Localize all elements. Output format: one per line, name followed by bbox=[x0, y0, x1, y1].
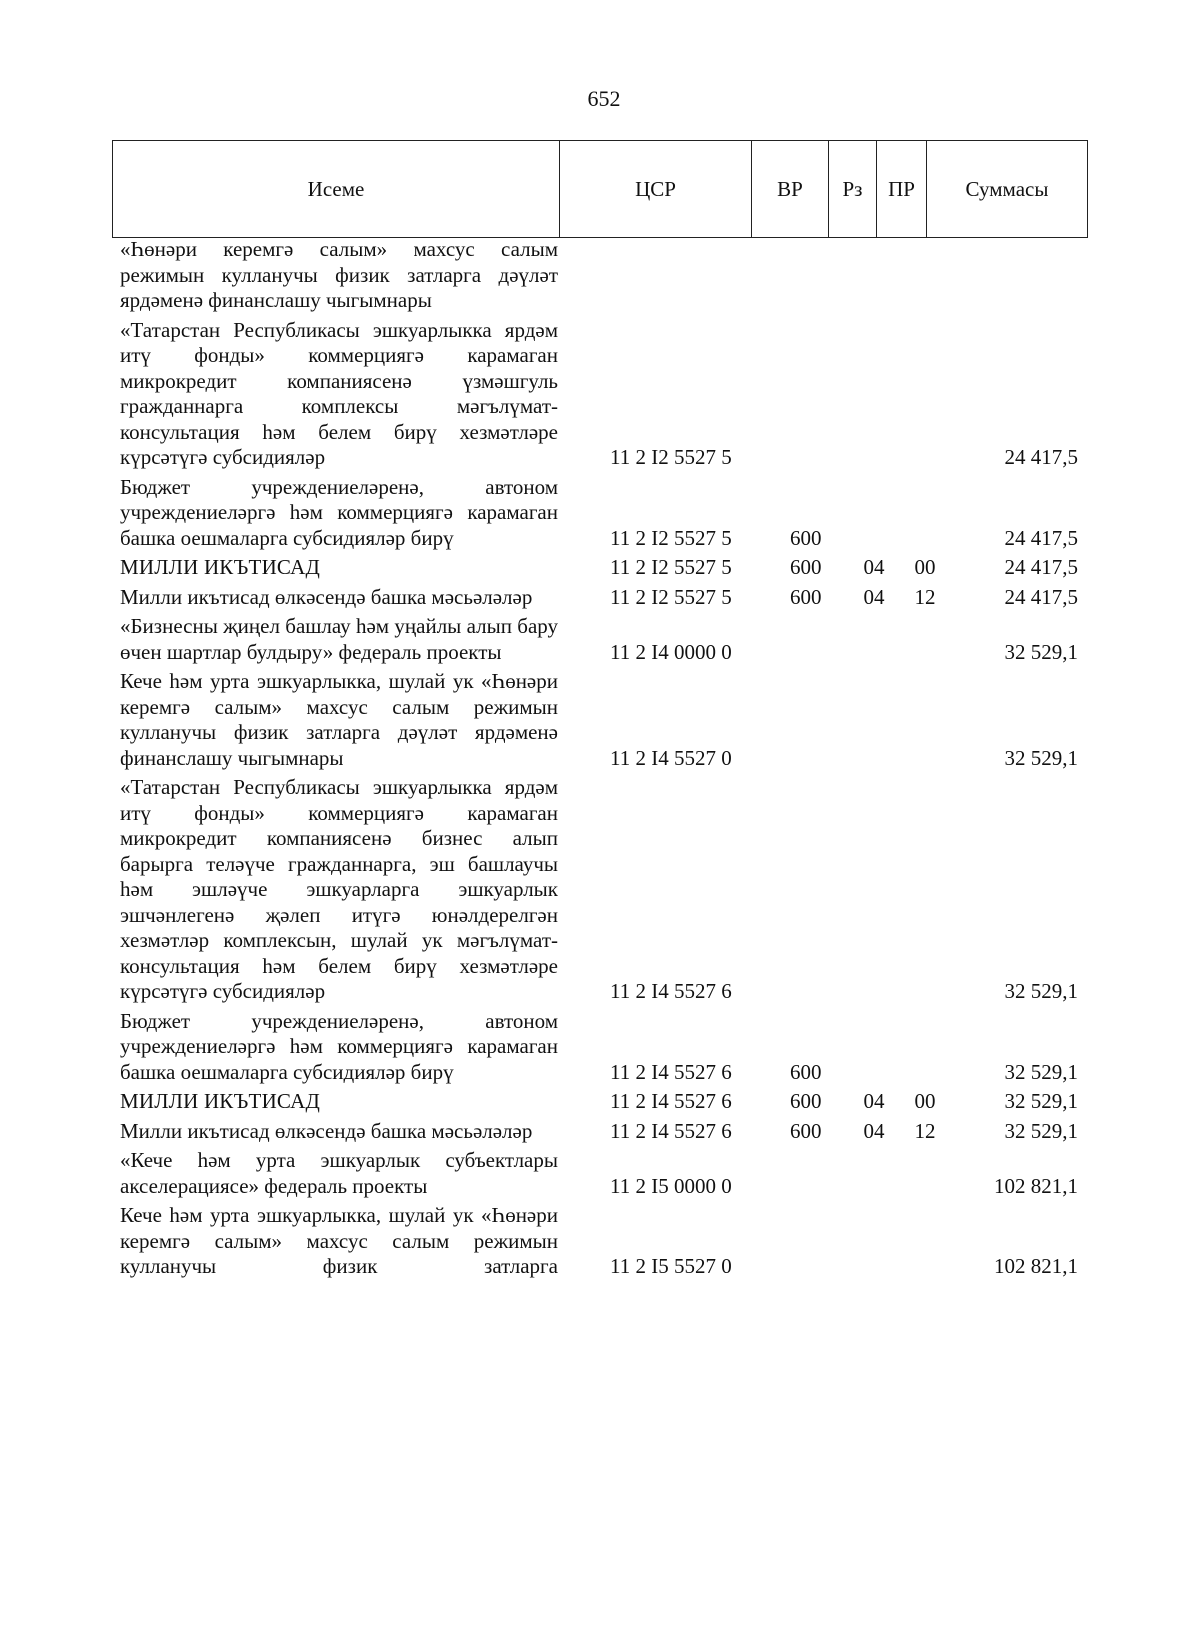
row-sum: 32 529,1 bbox=[1004, 1059, 1078, 1084]
row-vr: 600 bbox=[790, 584, 822, 609]
table-row bbox=[120, 1009, 1100, 1086]
row-pr: 12 bbox=[914, 584, 936, 609]
row-csr: 11 2 I5 5527 0 bbox=[610, 1254, 732, 1278]
row-csr: 11 2 I2 5527 5 bbox=[610, 525, 732, 550]
row-name: Милли икътисад өлкәсендә башка мәсьәләләр bbox=[120, 1118, 533, 1143]
column-header-sum: Суммасы bbox=[965, 176, 1049, 201]
table-row bbox=[120, 237, 1100, 314]
table-row bbox=[120, 1119, 1100, 1145]
row-sum: 32 529,1 bbox=[1004, 639, 1078, 664]
row-name: «Татарстан Республикасы эшкуарлыкка ярдәм итү фонды» коммерциягә карамаган микрокредит компаниясенә бизнес алып барырга теләүче гражданнарга, эш башлаучы һәм эшләүче эшкуарларга эшкуарлык эшчәнлегенә җәлеп итүгә юнәлдерелгән хезмәтләр комплексын, шулай ук мәгълүмат-консультация һәм белем бирү хезмәтләре күрсәтүгә субсидияләр bbox=[120, 775, 558, 1003]
row-name: МИЛЛИ ИКЪТИСАД bbox=[120, 555, 320, 579]
table-row bbox=[120, 475, 1100, 552]
row-sum: 32 529,1 bbox=[1004, 979, 1078, 1003]
page-number: 652 bbox=[587, 86, 621, 111]
column-header-rz: Рз bbox=[829, 141, 877, 237]
row-pr: 00 bbox=[914, 1089, 936, 1113]
row-vr: 600 bbox=[790, 555, 822, 579]
table-row bbox=[120, 614, 1100, 665]
row-name: Кече һәм урта эшкуарлыкка, шулай ук «Һөнәри керемгә салым» махсус салым режимын кулланучы физик затларга дәүләт ярдәменә финанслашу чыгымнары bbox=[120, 669, 558, 770]
table-header bbox=[112, 140, 1088, 238]
row-csr: 11 2 I4 5527 6 bbox=[610, 979, 732, 1003]
row-name: «Татарстан Республикасы эшкуарлыкка ярдәм итү фонды» коммерциягә карамаган микрокредит компаниясенә үзмәшгуль гражданнарга комплексы мәгълүмат-консультация һәм белем бирү хезмәтләре күрсәтүгә субсидияләр bbox=[120, 317, 558, 469]
row-vr: 600 bbox=[790, 1089, 822, 1113]
row-name: МИЛЛИ ИКЪТИСАД bbox=[120, 1089, 320, 1113]
row-csr: 11 2 I5 0000 0 bbox=[610, 1173, 732, 1198]
table-row bbox=[120, 318, 1100, 471]
table-row bbox=[120, 585, 1100, 611]
row-sum: 32 529,1 bbox=[1004, 745, 1078, 770]
row-sum: 24 417,5 bbox=[1004, 555, 1078, 579]
row-csr: 11 2 I2 5527 5 bbox=[610, 445, 732, 469]
row-rz: 04 bbox=[863, 555, 885, 579]
column-header-pr: ПР bbox=[877, 141, 927, 237]
row-rz: 04 bbox=[863, 584, 885, 609]
row-sum: 32 529,1 bbox=[1004, 1089, 1078, 1113]
row-sum: 24 417,5 bbox=[1004, 525, 1078, 550]
row-sum: 32 529,1 bbox=[1004, 1118, 1078, 1143]
row-vr: 600 bbox=[790, 525, 822, 550]
row-csr: 11 2 I2 5527 5 bbox=[610, 555, 732, 579]
row-vr: 600 bbox=[790, 1118, 822, 1143]
row-csr: 11 2 I4 5527 0 bbox=[610, 745, 732, 770]
table-body bbox=[120, 237, 1100, 1284]
row-sum: 102 821,1 bbox=[994, 1173, 1078, 1198]
table-row bbox=[120, 1148, 1100, 1199]
row-rz: 04 bbox=[863, 1089, 885, 1113]
column-header-name: Исеме bbox=[113, 141, 560, 237]
row-csr: 11 2 I4 5527 6 bbox=[610, 1089, 732, 1113]
row-sum: 102 821,1 bbox=[994, 1254, 1078, 1278]
row-csr: 11 2 I2 5527 5 bbox=[610, 584, 732, 609]
column-header-csr: ЦСР bbox=[560, 141, 752, 237]
row-pr: 00 bbox=[914, 555, 936, 579]
table-row bbox=[120, 1203, 1100, 1280]
row-rz: 04 bbox=[863, 1118, 885, 1143]
row-name: «Һөнәри керемгә салым» махсус салым режимын кулланучы физик затларга дәүләт ярдәменә финанслашу чыгымнары bbox=[120, 237, 558, 312]
row-csr: 11 2 I4 5527 6 bbox=[610, 1118, 732, 1143]
row-pr: 12 bbox=[914, 1118, 936, 1143]
row-name: «Кече һәм урта эшкуарлык субъектлары акселерациясе» федераль проекты bbox=[120, 1148, 558, 1198]
row-vr: 600 bbox=[790, 1059, 822, 1084]
row-csr: 11 2 I4 0000 0 bbox=[610, 639, 732, 664]
row-csr: 11 2 I4 5527 6 bbox=[610, 1059, 732, 1084]
table-row bbox=[120, 669, 1100, 771]
column-header-vr: ВР bbox=[752, 141, 829, 237]
row-sum: 24 417,5 bbox=[1004, 445, 1078, 469]
row-name: Бюджет учреждениеләренә, автоном учреждениеләргә һәм коммерциягә карамаган башка оешмаларга субсидияләр бирү bbox=[120, 474, 558, 550]
row-name: Милли икътисад өлкәсендә башка мәсьәләләр bbox=[120, 584, 533, 609]
table-row bbox=[120, 1089, 1100, 1115]
table-row bbox=[120, 775, 1100, 1005]
row-name: Кече һәм урта эшкуарлыкка, шулай ук «Һөнәри керемгә салым» махсус салым режимын кулланучы физик затларга bbox=[120, 1203, 558, 1278]
table-row bbox=[120, 555, 1100, 581]
row-sum: 24 417,5 bbox=[1004, 584, 1078, 609]
row-name: «Бизнесны җиңел башлау һәм уңайлы алып бару өчен шартлар булдыру» федераль проекты bbox=[120, 614, 558, 664]
row-name: Бюджет учреждениеләренә, автоном учреждениеләргә һәм коммерциягә карамаган башка оешмаларга субсидияләр бирү bbox=[120, 1008, 558, 1084]
